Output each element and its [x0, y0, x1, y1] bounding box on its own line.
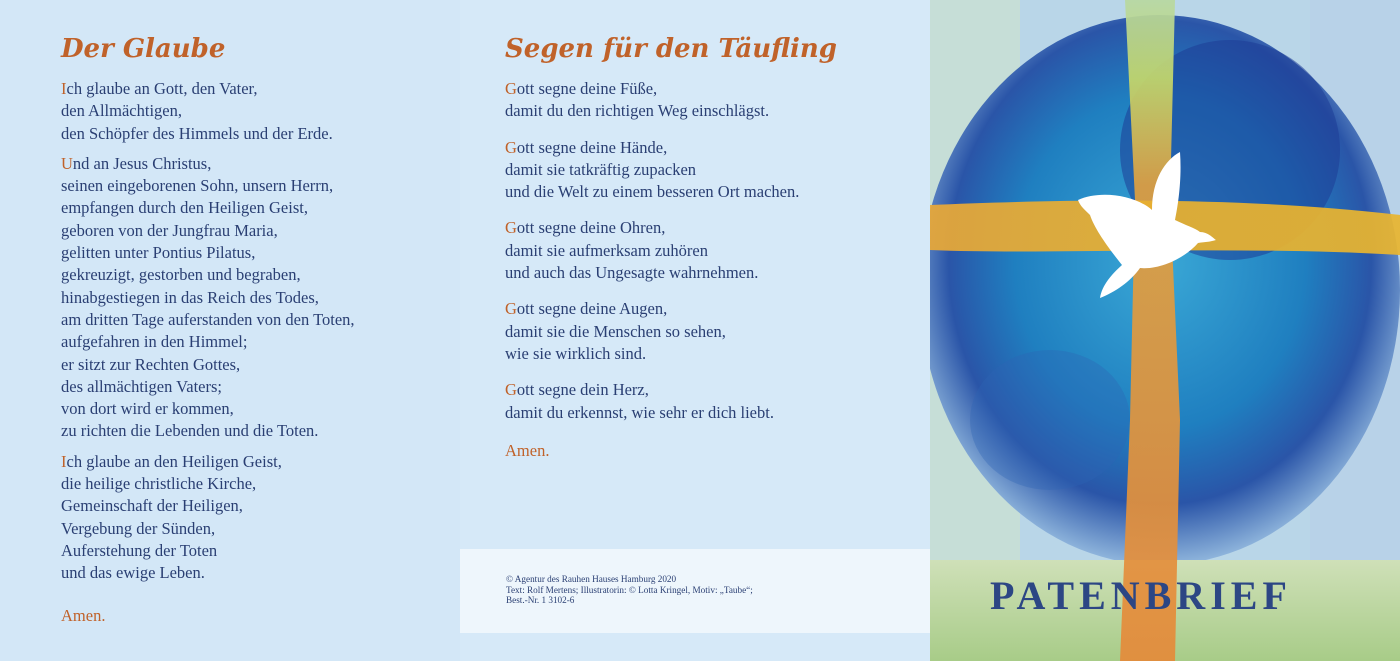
line-text: ott segne deine Augen, — [516, 299, 668, 319]
drop-initial: G — [505, 79, 517, 98]
copyright-text — [506, 574, 753, 606]
stanza-first-line — [61, 153, 355, 175]
poem-line: zu richten die Lebenden und die Toten. — [61, 421, 319, 441]
poem-line: damit sie die Menschen so sehen, — [505, 321, 726, 341]
stanza — [61, 78, 355, 145]
poem-line: aufgefahren in den Himmel; — [61, 332, 248, 352]
copyright-box — [460, 549, 930, 633]
drop-initial: I — [61, 451, 67, 471]
line-text: ott segne dein Herz, — [516, 380, 649, 400]
poem-line: Gemeinschaft der Heiligen, — [61, 496, 243, 516]
drop-initial: G — [505, 218, 517, 238]
segen-text — [505, 78, 799, 438]
poem-line: die heilige christliche Kirche, — [61, 474, 257, 494]
drop-initial: G — [505, 137, 517, 157]
poem-line: gekreuzigt, gestorben und begraben, — [61, 265, 301, 285]
line-text: ch glaube an den Heiligen Geist, — [66, 451, 282, 471]
stanza-first-line — [505, 379, 799, 401]
poem-line: damit sie aufmerksam zuhören — [505, 240, 708, 260]
poem-line: und die Welt zu einem besseren Ort machen. — [505, 182, 800, 202]
line-text: ott segne deine Hände, — [516, 137, 668, 157]
poem-line: damit du den richtigen Weg einschlägst. — [505, 101, 770, 121]
poem-line: empfangen durch den Heiligen Geist, — [61, 198, 308, 218]
stanza — [61, 153, 355, 443]
poem-line: von dort wird er kommen, — [61, 399, 234, 419]
poem-line: den Schöpfer des Himmels und der Erde. — [61, 123, 333, 143]
poem-line: und auch das Ungesagte wahrnehmen. — [505, 263, 759, 283]
cover-page — [930, 0, 1400, 661]
stanza — [505, 137, 799, 204]
segen-amen: Amen. — [505, 441, 550, 460]
cover-title: PATENBRIEF — [990, 573, 1292, 618]
poem-line: wie sie wirklich sind. — [505, 343, 647, 363]
drop-initial: I — [61, 79, 67, 98]
stanza-first-line — [505, 137, 799, 159]
drop-initial: G — [505, 299, 517, 319]
poem-line: hinabgestiegen in das Reich des Todes, — [61, 287, 319, 307]
line-text: ott segne deine Ohren, — [516, 218, 666, 238]
poem-line: er sitzt zur Rechten Gottes, — [61, 354, 241, 374]
segen-title: Segen für den Täufling — [505, 34, 837, 64]
stanza-first-line — [61, 451, 355, 473]
line-text: ott segne deine Füße, — [516, 79, 658, 98]
stanza — [505, 379, 799, 424]
glaube-amen: Amen. — [61, 606, 106, 625]
copyright-line: © Agentur des Rauhen Hauses Hamburg 2020 — [506, 574, 677, 584]
poem-line: Auferstehung der Toten — [61, 540, 218, 560]
drop-initial: U — [61, 153, 73, 173]
glaube-text — [61, 78, 355, 593]
poem-line: seinen eingeborenen Sohn, unsern Herrn, — [61, 176, 334, 196]
stanza-first-line — [505, 217, 799, 239]
glaube-title: Der Glaube — [61, 34, 226, 64]
stanza-first-line — [61, 78, 355, 100]
poem-line: und das ewige Leben. — [61, 563, 205, 583]
left-page — [0, 0, 460, 661]
stanza-first-line — [505, 298, 799, 320]
credits-line: Text: Rolf Mertens; Illustratorin: © Lotta Kringel, Motiv: „Taube“; — [506, 584, 753, 595]
poem-line: am dritten Tage auferstanden von den Toten, — [61, 309, 355, 329]
poem-line: des allmächtigen Vaters; — [61, 376, 222, 396]
line-text: nd an Jesus Christus, — [72, 153, 212, 173]
stanza — [505, 298, 799, 365]
cover-illustration — [930, 0, 1400, 661]
stanza — [505, 217, 799, 284]
stanza-first-line — [505, 78, 799, 100]
poem-line: den Allmächtigen, — [61, 101, 182, 121]
line-text: ch glaube an Gott, den Vater, — [66, 79, 258, 98]
poem-line: Vergebung der Sünden, — [61, 518, 216, 538]
poem-line: damit du erkennst, wie sehr er dich liebt. — [505, 402, 774, 422]
stanza — [61, 451, 355, 585]
order-number-line: Best.-Nr. 1 3102-6 — [506, 595, 575, 606]
poem-line: gelitten unter Pontius Pilatus, — [61, 243, 256, 263]
stanza — [505, 78, 799, 123]
drop-initial: G — [505, 380, 517, 400]
poem-line: geboren von der Jungfrau Maria, — [61, 220, 278, 240]
poem-line: damit sie tatkräftig zupacken — [505, 159, 697, 179]
